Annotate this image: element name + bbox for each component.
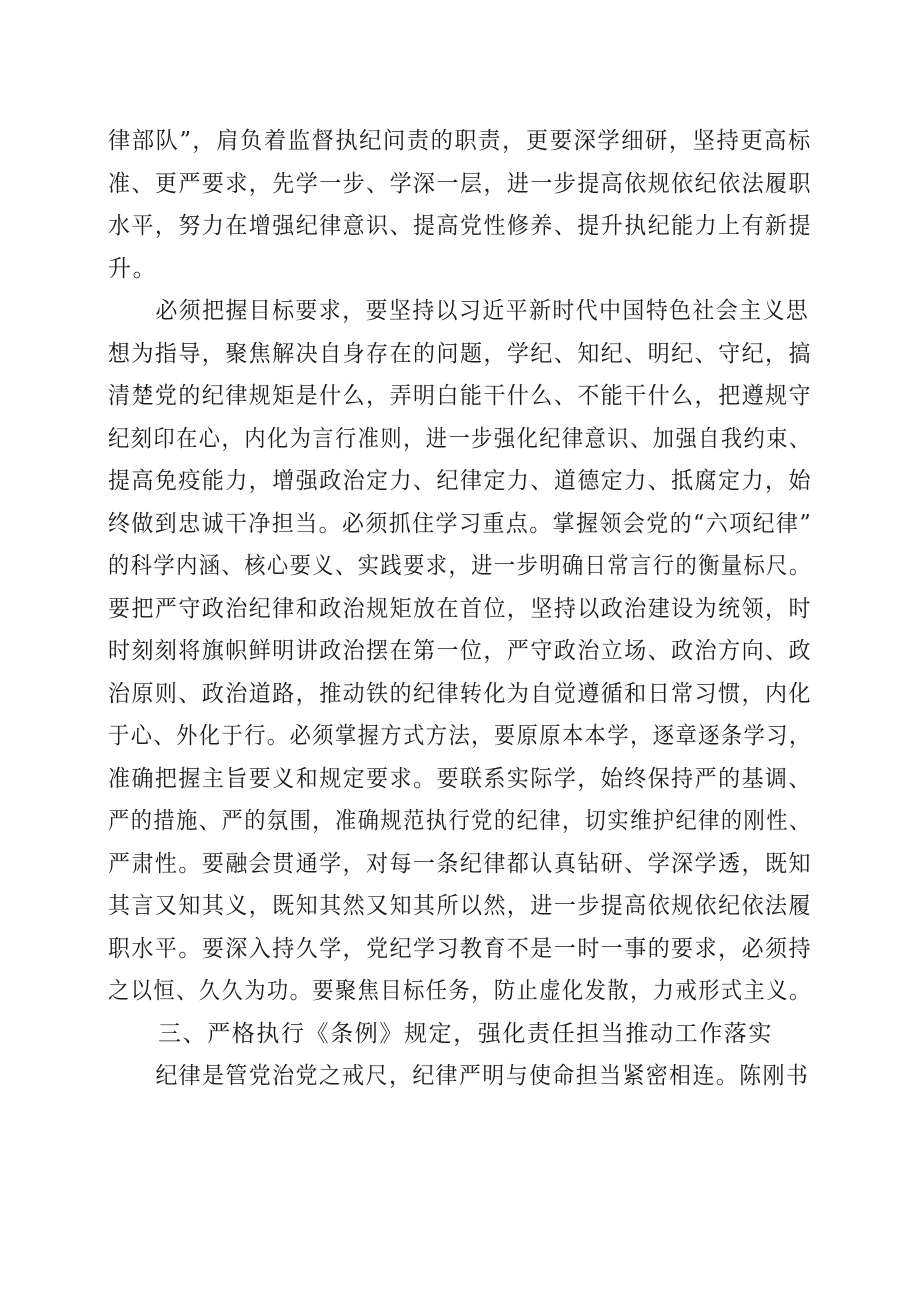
text-line: 想为指导，聚焦解决自身存在的问题，学纪、知纪、明纪、守纪，搞 xyxy=(108,340,812,367)
text-line: 时刻刻将旗帜鲜明讲政治摆在第一位，严守政治立场、政治方向、政 xyxy=(108,638,812,664)
body-text xyxy=(108,120,812,1098)
text-line: 严肃性。要融会贯通学，对每一条纪律都认真钻研、学深学透，既知 xyxy=(108,850,812,877)
text-line: 纪律是管党治党之戒尺，纪律严明与使命担当紧密相连。陈刚书 xyxy=(155,1063,810,1089)
text-line: 于心、外化于行。必须掌握方式方法，要原原本本学，逐章逐条学习， xyxy=(108,723,812,749)
text-line: 严的措施、严的氛围，准确规范执行党的纪律，切实维护纪律的刚性、 xyxy=(108,808,812,834)
text-line: 水平，努力在增强纪律意识、提高党性修养、提升执纪能力上有新提 xyxy=(108,213,812,239)
text-line: 升。 xyxy=(108,255,158,282)
text-line: 终做到忠诚干净担当。必须抓住学习重点。掌握领会党的“六项纪律” xyxy=(108,510,813,537)
text-line: 之以恒、久久为功。要聚焦目标任务，防止虚化发散，力戒形式主义。 xyxy=(108,978,812,1004)
text-line: 的科学内涵、核心要义、实践要求，进一步明确日常言行的衡量标尺。 xyxy=(108,553,812,579)
text-line: 其言又知其义，既知其然又知其所以然，进一步提高依规依纪依法履 xyxy=(108,893,812,919)
text-line: 清楚党的纪律规矩是什么，弄明白能干什么、不能干什么，把遵规守 xyxy=(108,383,812,409)
text-line: 准、更严要求，先学一步、学深一层，进一步提高依规依纪依法履职 xyxy=(108,170,812,197)
text-line: 纪刻印在心，内化为言行准则，进一步强化纪律意识、加强自我约束、 xyxy=(108,425,812,452)
text-line: 治原则、政治道路，推动铁的纪律转化为自觉遵循和日常习惯，内化 xyxy=(108,680,812,707)
text-line: 准确把握主旨要义和规定要求。要联系实际学，始终保持严的基调、 xyxy=(108,765,812,792)
text-line: 必须把握目标要求，要坚持以习近平新时代中国特色社会主义思 xyxy=(155,298,810,324)
text-line: 职水平。要深入持久学，党纪学习教育不是一时一事的要求，必须持 xyxy=(108,935,812,962)
text-line: 要把严守政治纪律和政治规矩放在首位，坚持以政治建设为统领，时 xyxy=(108,595,812,622)
text-line: 提高免疫能力，增强政治定力、纪律定力、道德定力、抵腐定力，始 xyxy=(108,468,812,494)
text-line: 律部队”，肩负着监督执纪问责的职责，更要深学细研，坚持更高标 xyxy=(108,128,812,154)
text-line: 三、严格执行《条例》规定，强化责任担当推动工作落实 xyxy=(158,1020,773,1047)
